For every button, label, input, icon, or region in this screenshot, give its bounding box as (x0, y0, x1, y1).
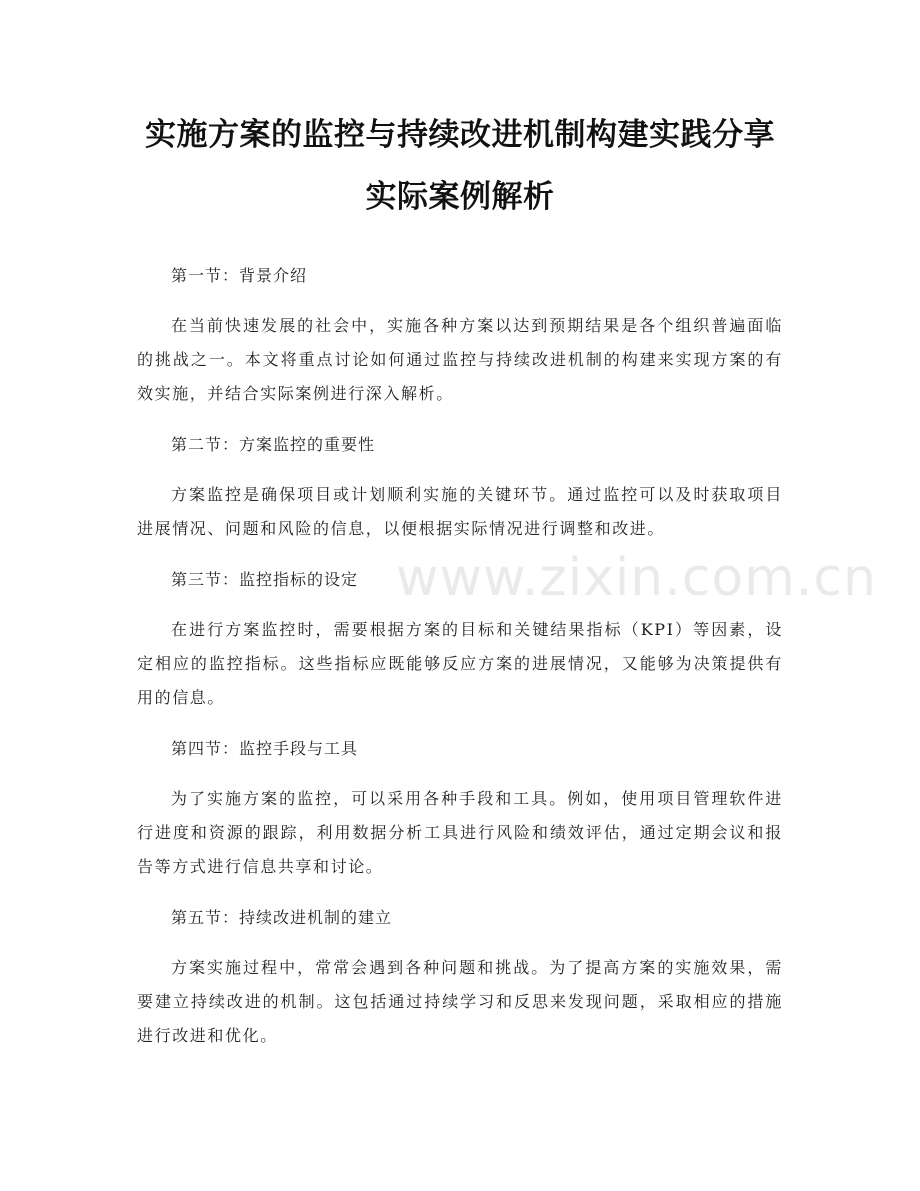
document-body (137, 259, 783, 1053)
section-heading-1: 第一节：背景介绍 (171, 266, 308, 285)
section-heading-5: 第五节：持续改进机制的建立 (171, 908, 393, 927)
section-paragraph-1: 在当前快速发展的社会中，实施各种方案以达到预期结果是各个组织普遍面临的挑战之一。本文将重点讨论如何通过监控与持续改进机制的构建来实现方案的有效实施，并结合实际案例进行深入解析。 (137, 316, 783, 403)
section-heading-2: 第二节：方案监控的重要性 (171, 435, 376, 454)
watermark-text: www.zixin.com.cn (396, 548, 877, 608)
section-heading-3: 第三节：监控指标的设定 (171, 570, 359, 589)
section-paragraph-3: 在进行方案监控时，需要根据方案的目标和关键结果指标（KPI）等因素，设定相应的监控指标。这些指标应既能够反应方案的进展情况，又能够为决策提供有用的信息。 (137, 620, 783, 707)
document-title: 实施方案的监控与持续改进机制构建实践分享实际案例解析 (145, 117, 775, 215)
section-paragraph-4: 为了实施方案的监控，可以采用各种手段和工具。例如，使用项目管理软件进行进度和资源的跟踪，利用数据分析工具进行风险和绩效评估，通过定期会议和报告等方式进行信息共享和讨论。 (137, 789, 783, 876)
section-paragraph-2: 方案监控是确保项目或计划顺利实施的关键环节。通过监控可以及时获取项目进展情况、问题和风险的信息，以便根据实际情况进行调整和改进。 (137, 485, 783, 538)
section-heading-4: 第四节：监控手段与工具 (171, 739, 359, 758)
section-paragraph-5: 方案实施过程中，常常会遇到各种问题和挑战。为了提高方案的实施效果，需要建立持续改进的机制。这包括通过持续学习和反思来发现问题，采取相应的措施进行改进和优化。 (137, 958, 783, 1045)
